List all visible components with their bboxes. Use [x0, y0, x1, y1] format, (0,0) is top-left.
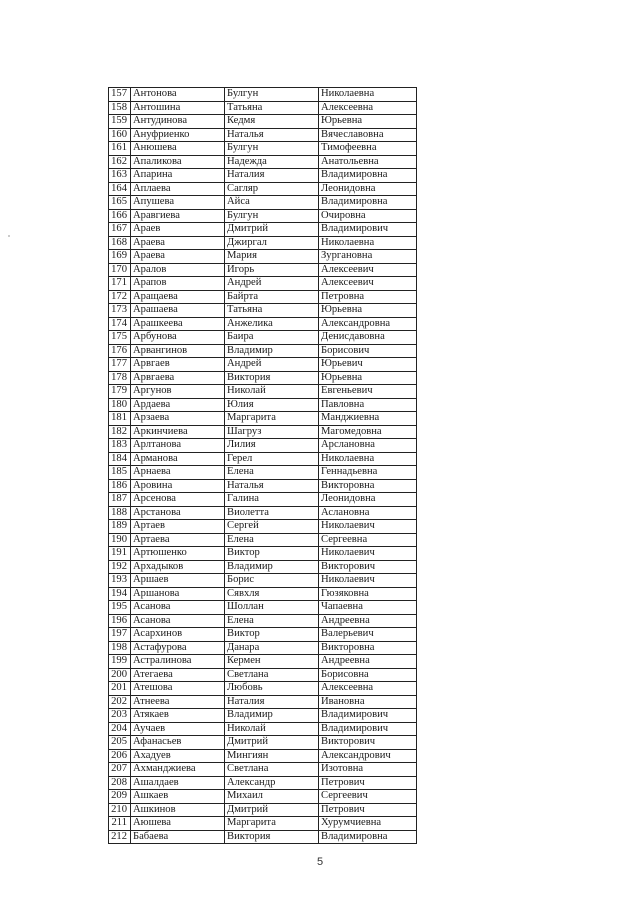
surname-cell: Афанасьев: [131, 736, 225, 750]
table-row: [109, 641, 417, 655]
surname-cell: Ануфриенко: [131, 128, 225, 142]
patronymic-cell: Владимирович: [319, 722, 417, 736]
surname-cell: Атнеева: [131, 695, 225, 709]
first-name-cell: Татьяна: [225, 304, 319, 318]
patronymic-cell: Леонидовна: [319, 493, 417, 507]
patronymic-cell: Борисовна: [319, 668, 417, 682]
table-row: [109, 155, 417, 169]
patronymic-cell: Алексеевна: [319, 682, 417, 696]
patronymic-cell: Анатольевна: [319, 155, 417, 169]
patronymic-cell: Владимирович: [319, 709, 417, 723]
row-number-cell: 207: [109, 763, 131, 777]
patronymic-cell: Андреевна: [319, 655, 417, 669]
patronymic-cell: Манджиевна: [319, 412, 417, 426]
surname-cell: Аршанова: [131, 587, 225, 601]
first-name-cell: Александр: [225, 776, 319, 790]
surname-cell: Астафурова: [131, 641, 225, 655]
patronymic-cell: Аслановна: [319, 506, 417, 520]
table-row: [109, 817, 417, 831]
row-number-cell: 181: [109, 412, 131, 426]
table-row: [109, 736, 417, 750]
surname-cell: Арстанова: [131, 506, 225, 520]
surname-cell: Ахманджиева: [131, 763, 225, 777]
first-name-cell: Юлия: [225, 398, 319, 412]
table-row: [109, 196, 417, 210]
table-row: [109, 493, 417, 507]
row-number-cell: 190: [109, 533, 131, 547]
row-number-cell: 192: [109, 560, 131, 574]
row-number-cell: 210: [109, 803, 131, 817]
first-name-cell: Надежда: [225, 155, 319, 169]
row-number-cell: 204: [109, 722, 131, 736]
first-name-cell: Наталия: [225, 695, 319, 709]
surname-cell: Арвангинов: [131, 344, 225, 358]
table-row: [109, 290, 417, 304]
surname-cell: Ахадуев: [131, 749, 225, 763]
first-name-cell: Сагляр: [225, 182, 319, 196]
surname-cell: Бабаева: [131, 830, 225, 844]
table-row: [109, 749, 417, 763]
surname-cell: Арашкеева: [131, 317, 225, 331]
patronymic-cell: Петрович: [319, 803, 417, 817]
surname-cell: Атегаева: [131, 668, 225, 682]
row-number-cell: 208: [109, 776, 131, 790]
first-name-cell: Маргарита: [225, 412, 319, 426]
table-row: [109, 560, 417, 574]
row-number-cell: 163: [109, 169, 131, 183]
row-number-cell: 212: [109, 830, 131, 844]
first-name-cell: Елена: [225, 614, 319, 628]
row-number-cell: 158: [109, 101, 131, 115]
row-number-cell: 187: [109, 493, 131, 507]
first-name-cell: Любовь: [225, 682, 319, 696]
first-name-cell: Баира: [225, 331, 319, 345]
row-number-cell: 203: [109, 709, 131, 723]
table-row: [109, 344, 417, 358]
row-number-cell: 178: [109, 371, 131, 385]
row-number-cell: 182: [109, 425, 131, 439]
patronymic-cell: Вячеславовна: [319, 128, 417, 142]
surname-cell: Ашкинов: [131, 803, 225, 817]
first-name-cell: Дмитрий: [225, 736, 319, 750]
row-number-cell: 195: [109, 601, 131, 615]
surname-cell: Арвгаева: [131, 371, 225, 385]
table-row: [109, 722, 417, 736]
table-row: [109, 182, 417, 196]
row-number-cell: 169: [109, 250, 131, 264]
surname-cell: Аровина: [131, 479, 225, 493]
row-number-cell: 180: [109, 398, 131, 412]
surname-cell: Апушева: [131, 196, 225, 210]
row-number-cell: 173: [109, 304, 131, 318]
table-row: [109, 209, 417, 223]
first-name-cell: Наталья: [225, 479, 319, 493]
first-name-cell: Виктор: [225, 547, 319, 561]
row-number-cell: 161: [109, 142, 131, 156]
table-row: [109, 439, 417, 453]
table-row: [109, 263, 417, 277]
surname-cell: Арлтанова: [131, 439, 225, 453]
patronymic-cell: Николаевна: [319, 88, 417, 102]
patronymic-cell: Владимировна: [319, 169, 417, 183]
row-number-cell: 159: [109, 115, 131, 129]
first-name-cell: Николай: [225, 722, 319, 736]
row-number-cell: 166: [109, 209, 131, 223]
table-row: [109, 803, 417, 817]
surname-cell: Аркинчиева: [131, 425, 225, 439]
table-row: [109, 371, 417, 385]
table-row: [109, 466, 417, 480]
first-name-cell: Булгун: [225, 209, 319, 223]
table-row: [109, 88, 417, 102]
surname-cell: Арапов: [131, 277, 225, 291]
patronymic-cell: Викторович: [319, 736, 417, 750]
patronymic-cell: Валерьевич: [319, 628, 417, 642]
surname-cell: Асанова: [131, 614, 225, 628]
surname-cell: Артюшенко: [131, 547, 225, 561]
first-name-cell: Данара: [225, 641, 319, 655]
table-row: [109, 236, 417, 250]
patronymic-cell: Юрьевна: [319, 304, 417, 318]
surname-cell: Арашаева: [131, 304, 225, 318]
table-row: [109, 115, 417, 129]
patronymic-cell: Юрьевна: [319, 371, 417, 385]
first-name-cell: Булгун: [225, 88, 319, 102]
table-row: [109, 317, 417, 331]
patronymic-cell: Хурумчиевна: [319, 817, 417, 831]
table-row: [109, 277, 417, 291]
patronymic-cell: Леонидовна: [319, 182, 417, 196]
first-name-cell: Айса: [225, 196, 319, 210]
surname-cell: Арманова: [131, 452, 225, 466]
row-number-cell: 183: [109, 439, 131, 453]
surname-cell: Аюшева: [131, 817, 225, 831]
surname-cell: Арвгаев: [131, 358, 225, 372]
surname-cell: Араева: [131, 236, 225, 250]
surname-cell: Араева: [131, 250, 225, 264]
patronymic-cell: Владимировна: [319, 196, 417, 210]
surname-cell: Асанова: [131, 601, 225, 615]
row-number-cell: 206: [109, 749, 131, 763]
row-number-cell: 188: [109, 506, 131, 520]
surname-cell: Архадыков: [131, 560, 225, 574]
table-row: [109, 763, 417, 777]
row-number-cell: 193: [109, 574, 131, 588]
first-name-cell: Герел: [225, 452, 319, 466]
table-row: [109, 142, 417, 156]
row-number-cell: 168: [109, 236, 131, 250]
first-name-cell: Татьяна: [225, 101, 319, 115]
table-row: [109, 304, 417, 318]
surname-cell: Артаев: [131, 520, 225, 534]
patronymic-cell: Сергеевна: [319, 533, 417, 547]
row-number-cell: 157: [109, 88, 131, 102]
surname-cell: Аращаева: [131, 290, 225, 304]
first-name-cell: Игорь: [225, 263, 319, 277]
row-number-cell: 189: [109, 520, 131, 534]
row-number-cell: 171: [109, 277, 131, 291]
table-row: [109, 412, 417, 426]
table-row: [109, 101, 417, 115]
first-name-cell: Анжелика: [225, 317, 319, 331]
table-row: [109, 128, 417, 142]
surname-cell: Аплаева: [131, 182, 225, 196]
first-name-cell: Сявхля: [225, 587, 319, 601]
page-number: 5: [316, 856, 324, 868]
patronymic-cell: Павловна: [319, 398, 417, 412]
surname-cell: Аргунов: [131, 385, 225, 399]
row-number-cell: 177: [109, 358, 131, 372]
first-name-cell: Владимир: [225, 709, 319, 723]
name-list-table: [108, 87, 417, 844]
surname-cell: Асархинов: [131, 628, 225, 642]
patronymic-cell: Изотовна: [319, 763, 417, 777]
patronymic-cell: Александрович: [319, 749, 417, 763]
table-row: [109, 385, 417, 399]
table-row: [109, 425, 417, 439]
row-number-cell: 194: [109, 587, 131, 601]
first-name-cell: Виктория: [225, 830, 319, 844]
row-number-cell: 198: [109, 641, 131, 655]
surname-cell: Апарина: [131, 169, 225, 183]
patronymic-cell: Викторовна: [319, 479, 417, 493]
table-row: [109, 628, 417, 642]
patronymic-cell: Очировна: [319, 209, 417, 223]
table-row: [109, 452, 417, 466]
table-row: [109, 682, 417, 696]
patronymic-cell: Юрьевич: [319, 358, 417, 372]
first-name-cell: Галина: [225, 493, 319, 507]
surname-cell: Аралов: [131, 263, 225, 277]
first-name-cell: Байрта: [225, 290, 319, 304]
row-number-cell: 165: [109, 196, 131, 210]
table-row: [109, 695, 417, 709]
row-number-cell: 197: [109, 628, 131, 642]
patronymic-cell: Ивановна: [319, 695, 417, 709]
patronymic-cell: Тимофеевна: [319, 142, 417, 156]
table-row: [109, 223, 417, 237]
row-number-cell: 162: [109, 155, 131, 169]
row-number-cell: 167: [109, 223, 131, 237]
name-list-body: [109, 88, 417, 844]
table-row: [109, 830, 417, 844]
patronymic-cell: Зургановна: [319, 250, 417, 264]
surname-cell: Ашкаев: [131, 790, 225, 804]
surname-cell: Артаева: [131, 533, 225, 547]
patronymic-cell: Владимировна: [319, 830, 417, 844]
row-number-cell: 160: [109, 128, 131, 142]
surname-cell: Антудинова: [131, 115, 225, 129]
surname-cell: Антонова: [131, 88, 225, 102]
patronymic-cell: Александровна: [319, 317, 417, 331]
scan-speck: [8, 235, 10, 237]
surname-cell: Ашалдаев: [131, 776, 225, 790]
row-number-cell: 174: [109, 317, 131, 331]
patronymic-cell: Николаевна: [319, 452, 417, 466]
table-row: [109, 655, 417, 669]
first-name-cell: Мингиян: [225, 749, 319, 763]
first-name-cell: Елена: [225, 466, 319, 480]
first-name-cell: Сергей: [225, 520, 319, 534]
row-number-cell: 211: [109, 817, 131, 831]
patronymic-cell: Денисдавовна: [319, 331, 417, 345]
first-name-cell: Наталия: [225, 169, 319, 183]
patronymic-cell: Гюзяковна: [319, 587, 417, 601]
first-name-cell: Михаил: [225, 790, 319, 804]
row-number-cell: 205: [109, 736, 131, 750]
first-name-cell: Светлана: [225, 668, 319, 682]
first-name-cell: Мария: [225, 250, 319, 264]
row-number-cell: 185: [109, 466, 131, 480]
patronymic-cell: Петровна: [319, 290, 417, 304]
table-row: [109, 574, 417, 588]
patronymic-cell: Алексеевич: [319, 277, 417, 291]
row-number-cell: 184: [109, 452, 131, 466]
surname-cell: Аравгиева: [131, 209, 225, 223]
first-name-cell: Виктория: [225, 371, 319, 385]
first-name-cell: Владимир: [225, 344, 319, 358]
surname-cell: Араев: [131, 223, 225, 237]
surname-cell: Атешова: [131, 682, 225, 696]
patronymic-cell: Алексеевна: [319, 101, 417, 115]
patronymic-cell: Юрьевна: [319, 115, 417, 129]
patronymic-cell: Викторовна: [319, 641, 417, 655]
first-name-cell: Виолетта: [225, 506, 319, 520]
first-name-cell: Шагруз: [225, 425, 319, 439]
table-row: [109, 479, 417, 493]
table-row: [109, 587, 417, 601]
patronymic-cell: Геннадьевна: [319, 466, 417, 480]
surname-cell: Антошина: [131, 101, 225, 115]
surname-cell: Арбунова: [131, 331, 225, 345]
surname-cell: Анюшева: [131, 142, 225, 156]
first-name-cell: Кедмя: [225, 115, 319, 129]
row-number-cell: 175: [109, 331, 131, 345]
surname-cell: Апаликова: [131, 155, 225, 169]
surname-cell: Астралинова: [131, 655, 225, 669]
row-number-cell: 164: [109, 182, 131, 196]
row-number-cell: 172: [109, 290, 131, 304]
first-name-cell: Светлана: [225, 763, 319, 777]
surname-cell: Аучаев: [131, 722, 225, 736]
first-name-cell: Наталья: [225, 128, 319, 142]
first-name-cell: Владимир: [225, 560, 319, 574]
first-name-cell: Булгун: [225, 142, 319, 156]
table-row: [109, 331, 417, 345]
table-row: [109, 668, 417, 682]
patronymic-cell: Николаевич: [319, 547, 417, 561]
first-name-cell: Джиргал: [225, 236, 319, 250]
first-name-cell: Виктор: [225, 628, 319, 642]
row-number-cell: 200: [109, 668, 131, 682]
table-row: [109, 790, 417, 804]
table-row: [109, 506, 417, 520]
patronymic-cell: Николаевна: [319, 236, 417, 250]
table-row: [109, 533, 417, 547]
surname-cell: Арнаева: [131, 466, 225, 480]
row-number-cell: 202: [109, 695, 131, 709]
table-row: [109, 776, 417, 790]
patronymic-cell: Николаевич: [319, 520, 417, 534]
table-row: [109, 358, 417, 372]
row-number-cell: 199: [109, 655, 131, 669]
first-name-cell: Шоллан: [225, 601, 319, 615]
row-number-cell: 186: [109, 479, 131, 493]
surname-cell: Арсенова: [131, 493, 225, 507]
table-row: [109, 614, 417, 628]
patronymic-cell: Викторович: [319, 560, 417, 574]
patronymic-cell: Петрович: [319, 776, 417, 790]
first-name-cell: Андрей: [225, 277, 319, 291]
table-row: [109, 250, 417, 264]
table-row: [109, 547, 417, 561]
table-row: [109, 398, 417, 412]
patronymic-cell: Владимирович: [319, 223, 417, 237]
row-number-cell: 170: [109, 263, 131, 277]
table-row: [109, 601, 417, 615]
patronymic-cell: Чапаевна: [319, 601, 417, 615]
patronymic-cell: Алексеевич: [319, 263, 417, 277]
patronymic-cell: Сергеевич: [319, 790, 417, 804]
patronymic-cell: Борисович: [319, 344, 417, 358]
table-row: [109, 709, 417, 723]
row-number-cell: 179: [109, 385, 131, 399]
surname-cell: Арзаева: [131, 412, 225, 426]
row-number-cell: 176: [109, 344, 131, 358]
first-name-cell: Николай: [225, 385, 319, 399]
surname-cell: Аршаев: [131, 574, 225, 588]
first-name-cell: Андрей: [225, 358, 319, 372]
surname-cell: Атякаев: [131, 709, 225, 723]
patronymic-cell: Магомедовна: [319, 425, 417, 439]
row-number-cell: 196: [109, 614, 131, 628]
row-number-cell: 209: [109, 790, 131, 804]
table-row: [109, 520, 417, 534]
first-name-cell: Дмитрий: [225, 803, 319, 817]
patronymic-cell: Андреевна: [319, 614, 417, 628]
first-name-cell: Лилия: [225, 439, 319, 453]
first-name-cell: Елена: [225, 533, 319, 547]
first-name-cell: Кермен: [225, 655, 319, 669]
patronymic-cell: Евгеньевич: [319, 385, 417, 399]
patronymic-cell: Николаевич: [319, 574, 417, 588]
table-row: [109, 169, 417, 183]
first-name-cell: Дмитрий: [225, 223, 319, 237]
surname-cell: Ардаева: [131, 398, 225, 412]
row-number-cell: 191: [109, 547, 131, 561]
row-number-cell: 201: [109, 682, 131, 696]
first-name-cell: Борис: [225, 574, 319, 588]
patronymic-cell: Арслановна: [319, 439, 417, 453]
first-name-cell: Маргарита: [225, 817, 319, 831]
